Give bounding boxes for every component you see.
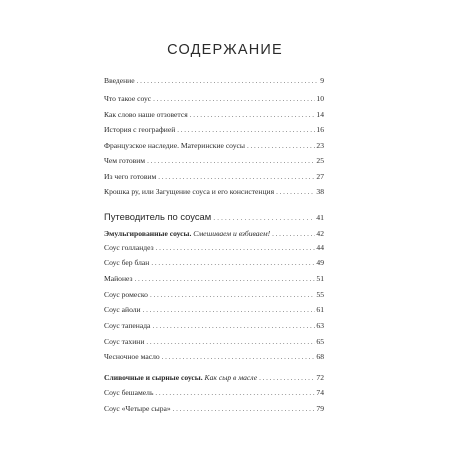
leader-dots — [276, 187, 315, 197]
leader-dots — [150, 290, 315, 300]
toc-entry-page: 44 — [316, 243, 324, 252]
toc-entry[interactable] — [104, 125, 324, 135]
toc-entry-label: Чесночное масло — [104, 352, 160, 361]
toc-entry-label: Введение — [104, 76, 135, 85]
toc-entry-label: Соус голландез — [104, 243, 154, 252]
toc-entry-label: Как слово наше отзовется — [104, 110, 188, 119]
toc-group-page: 42 — [316, 229, 324, 238]
leader-dots — [177, 125, 315, 135]
leader-dots — [137, 76, 320, 86]
toc-entry[interactable] — [104, 243, 324, 253]
toc-entry-page: 9 — [320, 76, 324, 85]
leader-dots — [153, 94, 315, 104]
toc-entry-label: Соус тапенада — [104, 321, 151, 330]
toc-entry[interactable] — [104, 141, 324, 151]
toc-entry-page: 14 — [316, 110, 324, 119]
toc-entry-label: Что такое соус — [104, 94, 152, 103]
toc-entry-page: 38 — [316, 187, 324, 196]
toc-entry-label: Соус ромеско — [104, 290, 148, 299]
toc-entry[interactable] — [104, 187, 324, 197]
toc-entry-page: 79 — [316, 404, 324, 413]
toc-entry-label: Чем готовим — [104, 156, 146, 165]
leader-dots — [190, 110, 316, 120]
toc-entry-page: 63 — [316, 321, 324, 330]
toc-entry-label: История с географией — [104, 125, 176, 134]
toc-entry-label: Соус тахини — [104, 337, 145, 346]
toc-group-page: 72 — [316, 373, 324, 382]
toc-entry-label: Из чего готовим — [104, 172, 157, 181]
toc-entry[interactable] — [104, 172, 324, 182]
toc-entry-page: 23 — [316, 141, 324, 150]
toc-entry-page: 61 — [316, 305, 324, 314]
toc-entry[interactable] — [104, 274, 324, 284]
toc-group-heading[interactable] — [104, 373, 324, 383]
leader-dots — [152, 321, 315, 331]
leader-dots — [247, 141, 315, 151]
leader-dots — [259, 373, 315, 383]
leader-dots — [151, 258, 315, 268]
toc-entry[interactable] — [104, 321, 324, 331]
leader-dots — [156, 243, 316, 253]
toc-section-heading[interactable] — [104, 211, 324, 223]
toc-entry-label: Соус бешамель — [104, 388, 154, 397]
toc-entry[interactable] — [104, 258, 324, 268]
toc-entry[interactable] — [104, 404, 324, 414]
toc-entry[interactable] — [104, 305, 324, 315]
toc-group-label — [104, 373, 257, 383]
page-title: СОДЕРЖАНИЕ — [167, 42, 283, 58]
leader-dots — [135, 274, 316, 284]
toc-entry-page: 25 — [316, 156, 324, 165]
toc-entry[interactable] — [104, 337, 324, 347]
toc-entry-page: 68 — [316, 352, 324, 361]
toc-entry[interactable] — [104, 110, 324, 120]
toc-entry-label: Крошка ру, или Загущение соуса и его консистенция — [104, 187, 275, 196]
toc-entry-page: 55 — [316, 290, 324, 299]
toc-section-label: Путеводитель по соусам — [104, 211, 212, 222]
toc-group-bold: Сливочные и сырные соусы. — [104, 373, 203, 382]
toc-group-heading[interactable] — [104, 229, 324, 239]
leader-dots — [162, 352, 316, 362]
leader-dots — [213, 213, 315, 225]
toc-group-italic: Смешиваем и взбиваем! — [193, 229, 271, 238]
toc-entry[interactable] — [104, 94, 324, 104]
toc-group-bold: Эмульгированные соусы. — [104, 229, 192, 238]
toc-entry[interactable] — [104, 156, 324, 166]
toc-entry[interactable] — [104, 388, 324, 398]
toc-entry-label: Соус «Четыре сыра» — [104, 404, 171, 413]
toc-entry[interactable] — [104, 76, 324, 86]
leader-dots — [272, 229, 315, 239]
toc-entry-page: 16 — [316, 125, 324, 134]
leader-dots — [146, 337, 315, 347]
leader-dots — [143, 305, 316, 315]
toc-group-label — [104, 229, 270, 239]
toc-entry-label: Майонез — [104, 274, 133, 283]
leader-dots — [147, 156, 315, 166]
toc-entry-page: 49 — [316, 258, 324, 267]
toc-entry-page: 65 — [316, 337, 324, 346]
leader-dots — [158, 172, 315, 182]
leader-dots — [155, 388, 315, 398]
toc-section-page: 41 — [316, 213, 324, 222]
toc-group-italic: Как сыр в масле — [204, 373, 258, 382]
toc-entry-page: 74 — [316, 388, 324, 397]
toc-entry-label: Французское наследие. Материнские соусы — [104, 141, 245, 150]
toc-entry[interactable] — [104, 352, 324, 362]
toc-entry-label: Соус айоли — [104, 305, 141, 314]
leader-dots — [173, 404, 316, 414]
toc-entry-label: Соус бер блан — [104, 258, 150, 267]
toc-entry[interactable] — [104, 290, 324, 300]
toc-entry-page: 51 — [316, 274, 324, 283]
toc-entry-page: 27 — [316, 172, 324, 181]
toc-entry-page: 10 — [316, 94, 324, 103]
